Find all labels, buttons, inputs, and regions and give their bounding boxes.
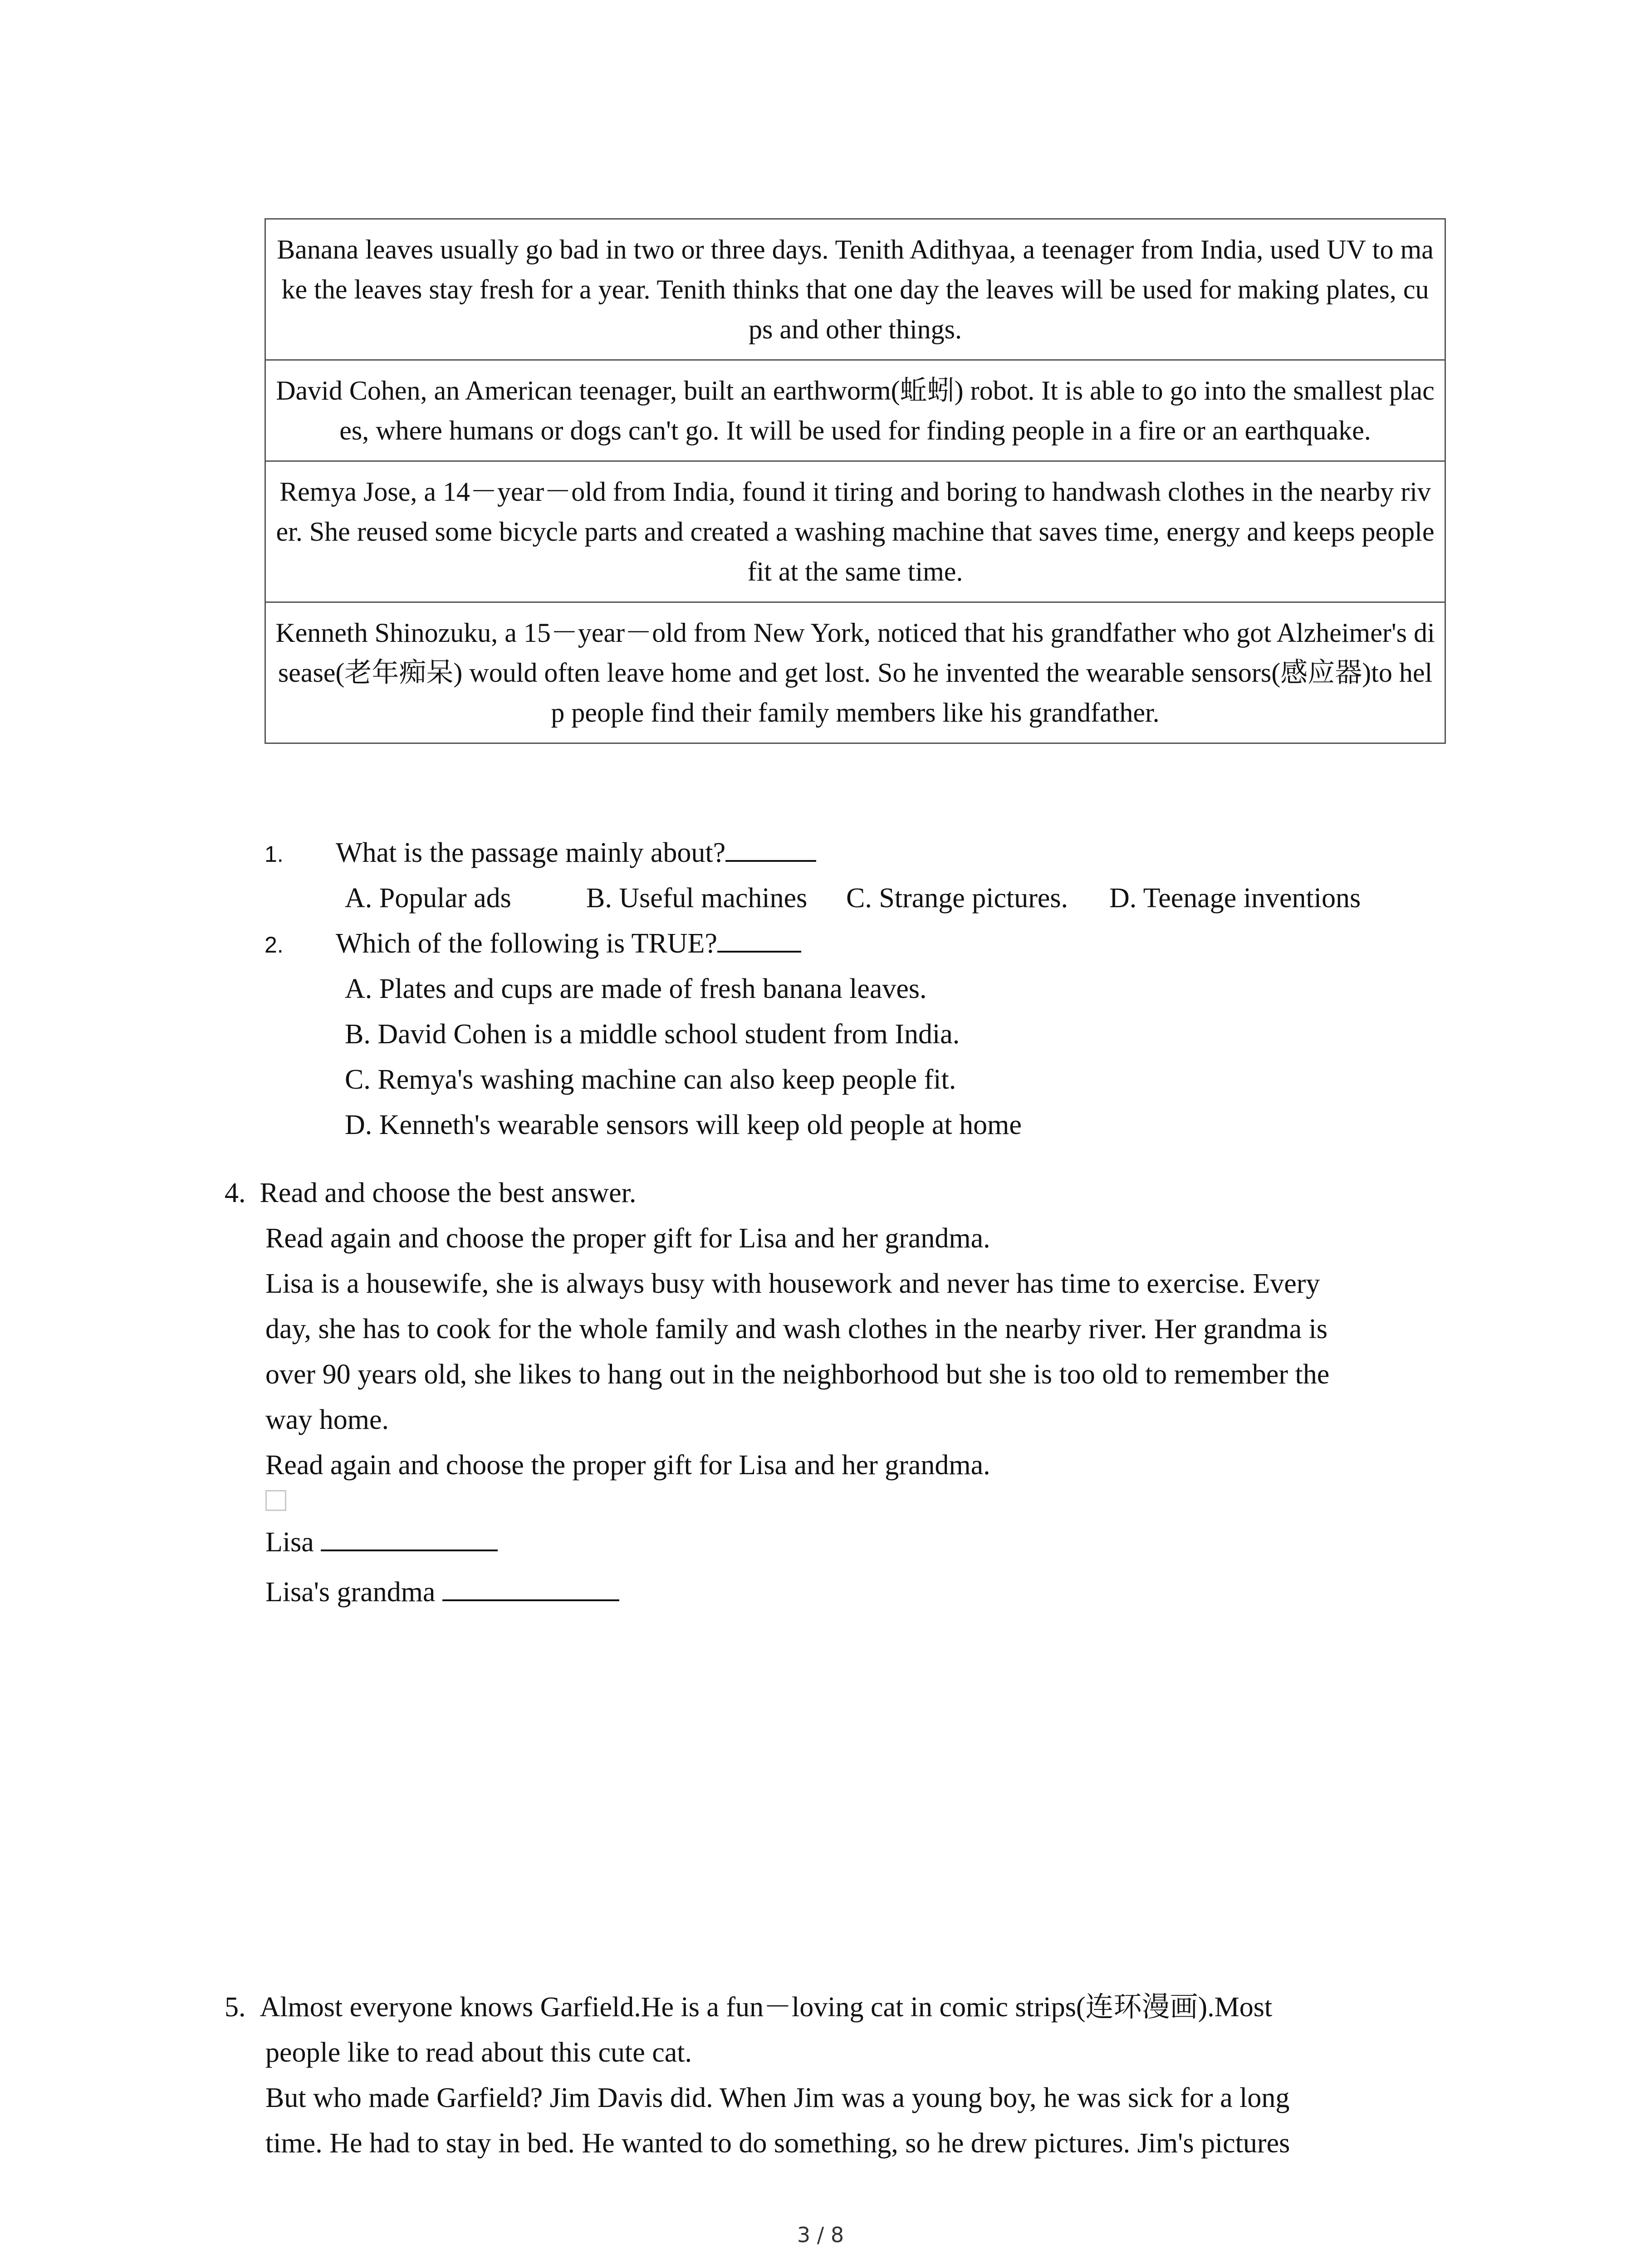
answer-blank[interactable] [717,924,801,953]
table-cell: David Cohen, an American teenager, built an earthworm(蚯蚓) robot. It is able to go into the smallest places, where humans or dogs can't go. It will be used for finding people in a fire or an earthquake. [265,360,1445,461]
inventions-table [265,218,1446,744]
q4-line: way home. [265,1404,389,1435]
question-1-text [336,830,816,875]
question-title: Read and choose the best answer. [260,1178,637,1208]
table-row [265,602,1445,743]
q4-line: Lisa is a housewife, she is always busy with housework and never has time to exercise. Every [265,1268,1320,1299]
q5-line: people like to read about this cute cat. [265,2037,692,2068]
question-5-first-line [225,1984,1272,2030]
q2-option-a: A. Plates and cups are made of fresh banana leaves. [345,973,927,1004]
table-cell: Remya Jose, a 14－year－old from India, found it tiring and boring to handwash clothes in the nearby river. She reused some bicycle parts and created a washing machine that saves time, energy and keeps people fit at the same time. [265,461,1445,602]
answer-label: Lisa's grandma [265,1577,436,1608]
q1-option-a: A. Popular ads [345,883,511,914]
q5-line: Almost everyone knows Garfield.He is a fun－loving cat in comic strips(连环漫画).Most [260,1992,1273,2023]
q1-option-d: D. Teenage inventions [1109,883,1361,914]
table-cell: Banana leaves usually go bad in two or three days. Tenith Adithyaa, a teenager from India, used UV to make the leaves stay fresh for a year. Tenith thinks that one day the leaves will be used for making plates, cups and other things. [265,219,1445,360]
question-2 [265,921,284,968]
q4-line: Read again and choose the proper gift for Lisa and her grandma. [265,1450,990,1481]
answer-blank[interactable] [321,1523,498,1551]
q1-option-b: B. Useful machines [586,883,808,914]
q2-option-d: D. Kenneth's wearable sensors will keep old people at home [345,1110,1022,1140]
question-text: What is the passage mainly about? [336,837,726,868]
table-row [265,360,1445,461]
page-number: 3 / 8 [797,2223,844,2247]
broken-image-icon [265,1490,286,1511]
q2-option-c: C. Remya's washing machine can also keep people fit. [345,1064,956,1095]
q2-option-b: B. David Cohen is a middle school student from India. [345,1019,960,1050]
q4-line: over 90 years old, she likes to hang out in the neighborhood but she is too old to remember the [265,1359,1330,1390]
question-number: 5. [225,1992,246,2023]
q5-line: But who made Garfield? Jim Davis did. When Jim was a young boy, he was sick for a long [265,2082,1290,2113]
answer-blank[interactable] [725,834,816,862]
question-text: Which of the following is TRUE? [336,928,717,959]
question-number: 2. [265,932,284,958]
q4-line: day, she has to cook for the whole family and wash clothes in the nearby river. Her grandma is [265,1314,1327,1344]
q4-answer-lisa [265,1520,498,1565]
q1-option-c: C. Strange pictures. [846,883,1068,914]
table-row [265,461,1445,602]
answer-label: Lisa [265,1527,314,1558]
q5-line: time. He had to stay in bed. He wanted to do something, so he drew pictures. Jim's pictures [265,2128,1290,2159]
question-number: 4. [225,1178,246,1208]
question-number: 1. [265,841,284,867]
question-1 [265,830,284,877]
question-2-text [336,921,801,966]
q4-line: Read again and choose the proper gift for Lisa and her grandma. [265,1223,990,1254]
question-4-heading [225,1170,636,1216]
answer-blank[interactable] [442,1573,619,1601]
table-cell: Kenneth Shinozuku, a 15－year－old from New York, noticed that his grandfather who got Alzheimer's disease(老年痴呆) would often leave home and get lost. So he invented the wearable sensors(感应器)to help people find their family members like his grandfather. [265,602,1445,743]
table-row [265,219,1445,360]
q4-answer-grandma [265,1569,619,1615]
